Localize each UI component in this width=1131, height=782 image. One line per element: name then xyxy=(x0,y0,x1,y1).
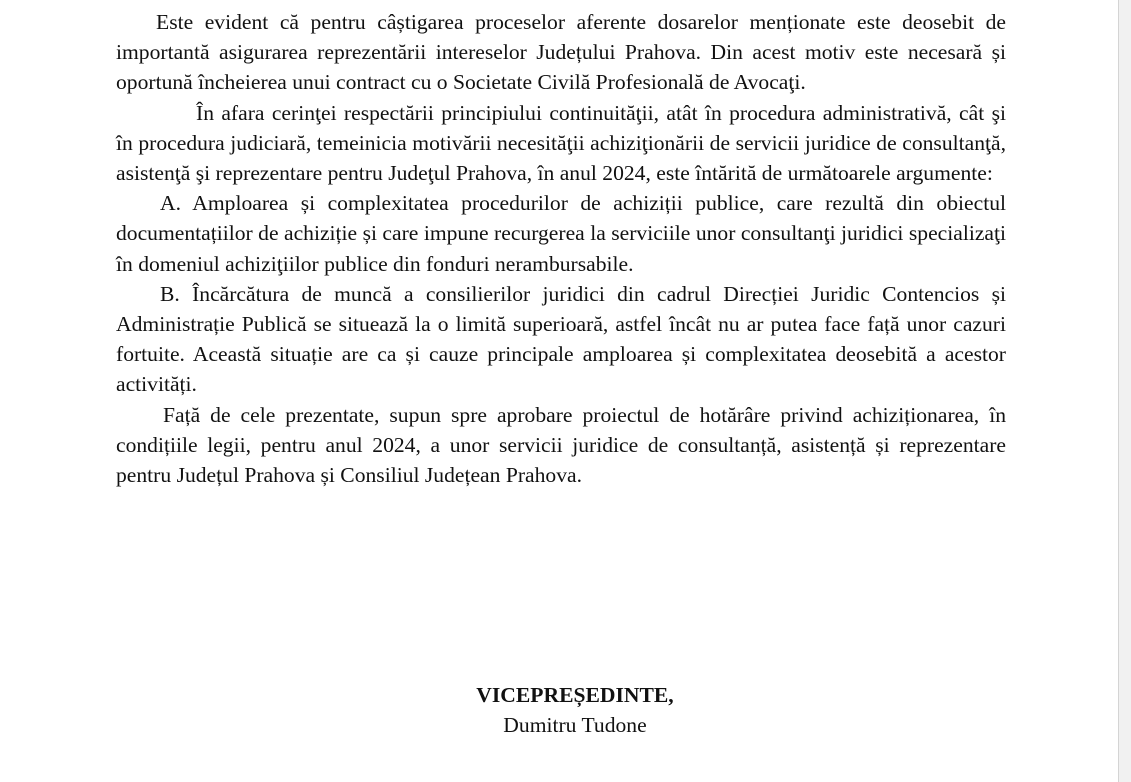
document-body xyxy=(116,7,1006,490)
paragraph-4-argument-b: B. Încărcătura de muncă a consilierilor juridici din cadrul Direcției Juridic Contencios și Administrație Publică se situează la o limită superioară, astfel încât nu ar putea face față unor cazuri fortuite. Această situație are ca și cauze principale amploarea și complexitatea deosebită a acestor activități. xyxy=(116,281,1006,397)
signature-block xyxy=(330,680,820,740)
signature-title: VICEPREȘEDINTE, xyxy=(476,683,674,707)
paragraph-1: Este evident că pentru câștigarea proceselor aferente dosarelor menționate este deosebit de importantă asigurarea reprezentării intereselor Județului Prahova. Din acest motiv este necesară și oportună încheierea unui contract cu o Societate Civilă Profesională de Avocaţi. xyxy=(116,10,1006,95)
signature-name: Dumitru Tudone xyxy=(503,713,647,737)
paragraph-3-argument-a: A. Amploarea și complexitatea procedurilor de achiziții publice, care rezultă din obiectul documentațiilor de achiziție și care impune recurgerea la serviciile unor consultanţi juridici specializaţi în domeniul achiziţiilor publice din fonduri nerambursabile. xyxy=(116,191,1006,276)
page-edge xyxy=(1118,0,1131,782)
paragraph-2: În afara cerinţei respectării principiului continuităţii, atât în procedura administrativă, cât şi în procedura judiciară, temeinicia motivării necesităţii achiziţionării de servicii juridice de consultanţă, asistenţă şi reprezentare pentru Judeţul Prahova, în anul 2024, este întărită de următoarele argumente: xyxy=(116,100,1006,186)
paragraph-5-conclusion: Față de cele prezentate, supun spre aprobare proiectul de hotărâre privind achiziționarea, în condițiile legii, pentru anul 2024, a unor servicii juridice de consultanță, asistență și reprezentare pentru Județul Prahova și Consiliul Județean Prahova. xyxy=(116,402,1006,488)
